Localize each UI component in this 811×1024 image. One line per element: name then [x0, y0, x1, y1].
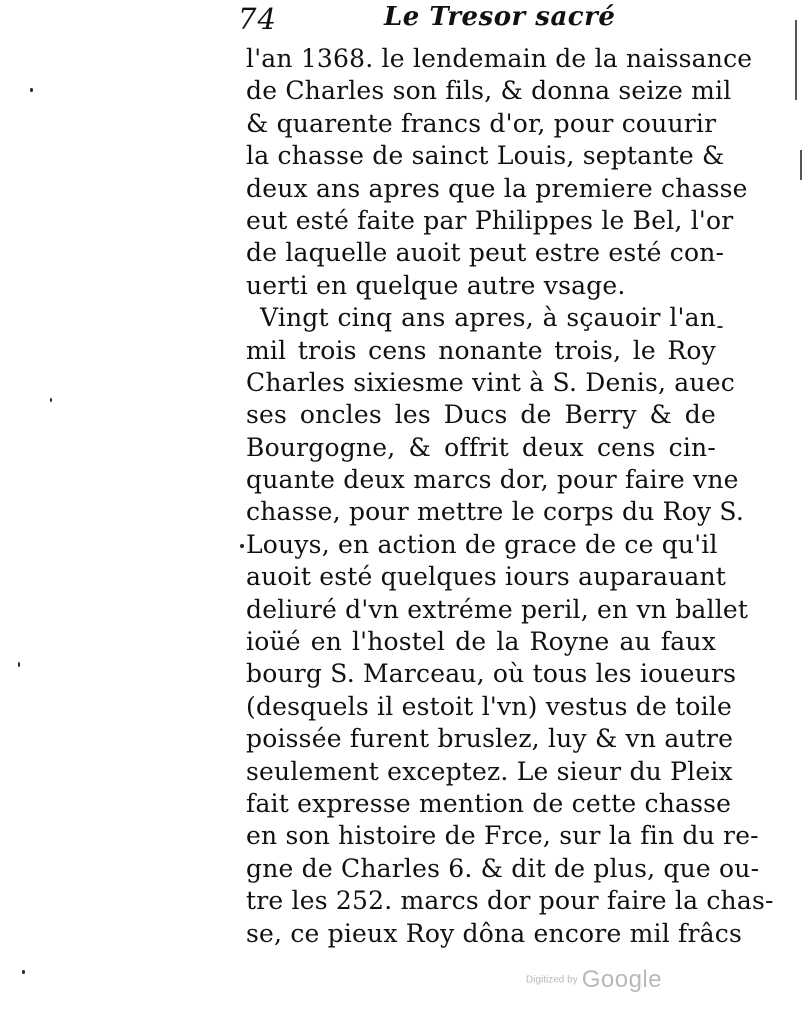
text-line: tre les 252. marcs dor pour faire la chas-: [246, 886, 774, 916]
text-line: & quarente francs d'or, pour couurir: [246, 108, 717, 138]
paragraph-start-line: Vingt cinq ans apres, à sçauoir l'an: [260, 303, 716, 333]
scan-speck: [22, 970, 25, 974]
text-line: se, ce pieux Roy dôna encore mil frâcs: [246, 918, 742, 948]
text-line: poissée furent bruslez, luy & vn autre: [246, 724, 734, 754]
text-line: la chasse de sainct Louis, septante &: [246, 141, 725, 171]
scan-speck: [717, 326, 723, 328]
text-line: deliuré d'vn extréme peril, en vn ballet: [246, 594, 749, 624]
text-line: auoit esté quelques iours auparauant: [246, 562, 727, 592]
google-logo: Google: [581, 966, 663, 993]
text-line: uerti en quelque autre vsage.: [246, 270, 626, 300]
text-line: quante deux marcs dor, pour faire vne: [246, 465, 739, 495]
watermark-prefix: Digitized by: [526, 974, 578, 986]
text-line: deux ans apres que la premiere chasse: [246, 173, 748, 203]
text-line: en son histoire de Frce, sur la fin du re-: [246, 821, 759, 851]
text-line: seulement exceptez. Le sieur du Pleix: [246, 756, 733, 786]
text-line: gne de Charles 6. & dit de plus, que ou-: [246, 853, 760, 883]
text-line: Louys, en action de grace de ce qu'il: [246, 529, 718, 559]
text-line: bourg S. Marceau, où tous les ioueurs: [246, 659, 737, 689]
scan-speck: [50, 398, 52, 402]
body-text: [246, 43, 774, 950]
text-line: ses oncles les Ducs de Berry & de: [246, 400, 716, 430]
text-line: chasse, pour mettre le corps du Roy S.: [246, 497, 744, 527]
text-line: Charles sixiesme vint à S. Denis, auec: [246, 367, 735, 397]
page-edge-line: [800, 150, 802, 180]
text-line: eut esté faite par Philippes le Bel, l'or: [246, 205, 734, 235]
page-edge-line: [795, 20, 797, 100]
scan-speck: [240, 544, 244, 548]
running-title: Le Tresor sacré: [384, 2, 616, 32]
text-line: Bourgogne, & offrit deux cens cin-: [246, 432, 716, 462]
text-line: de Charles son fils, & donna seize mil: [246, 76, 732, 106]
text-line: (desquels il estoit l'vn) vestus de toile: [246, 691, 732, 721]
text-line: de laquelle auoit peut estre esté con-: [246, 238, 725, 268]
page-header: [238, 2, 718, 38]
scan-speck: [18, 662, 20, 667]
text-line: ioüé en l'hostel de la Royne au faux: [246, 627, 716, 657]
page-number: 74: [238, 2, 277, 36]
digitization-watermark: [526, 966, 662, 994]
text-line: fait expresse mention de cette chasse: [246, 788, 732, 818]
text-line: mil trois cens nonante trois, le Roy: [246, 335, 716, 365]
text-line: l'an 1368. le lendemain de la naissance: [246, 44, 753, 73]
scan-speck: [30, 88, 33, 92]
